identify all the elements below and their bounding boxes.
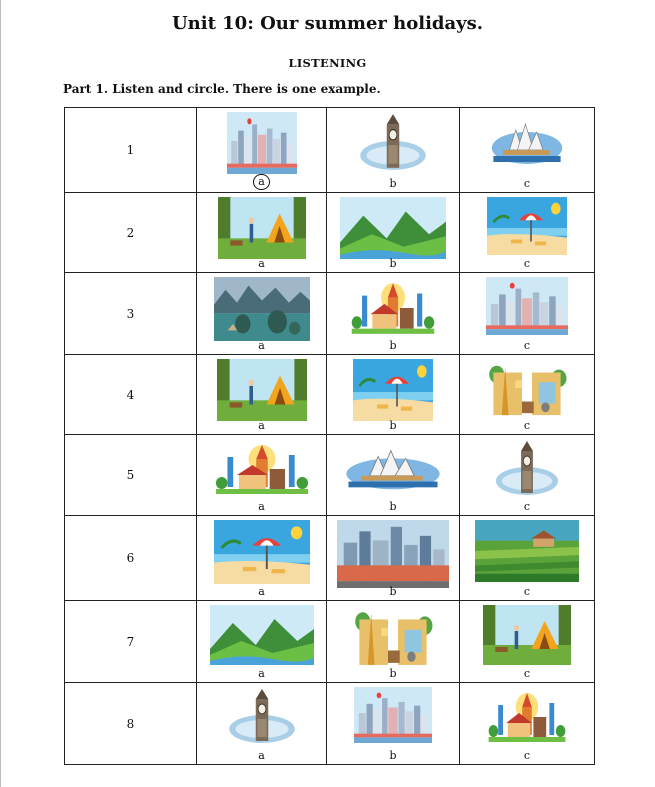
question-number: 2 [65,193,197,273]
answer-option[interactable] [327,273,460,355]
city-skyline-picture [227,112,297,174]
answer-table [64,107,595,765]
answer-option[interactable] [197,273,327,355]
answer-option[interactable] [327,108,460,193]
option-label [327,339,459,352]
option-label [327,667,459,680]
campsite-picture [217,359,307,421]
option-letter: c [523,257,531,270]
table-row [65,683,595,765]
answer-option[interactable] [197,108,327,193]
option-letter: b [389,419,397,432]
option-label [327,585,459,598]
beach-picture [214,520,310,584]
zoo-picture [485,359,569,417]
table-row [65,193,595,273]
option-letter: a [258,339,265,352]
beach-picture [353,359,433,421]
table-row [65,601,595,683]
answer-option[interactable] [197,516,327,601]
answer-option[interactable] [197,683,327,765]
table-row [65,108,595,193]
sydney-opera-house-picture [487,112,567,172]
option-label [327,257,459,270]
answer-option[interactable] [327,193,460,273]
answer-option[interactable] [460,193,595,273]
answer-option[interactable] [327,516,460,601]
option-label [327,177,459,190]
option-label [460,257,594,270]
question-number: 3 [65,273,197,355]
option-label [460,339,594,352]
big-ben-picture [490,439,564,499]
answer-option[interactable] [327,355,460,435]
question-number: 1 [65,108,197,193]
city-skyline-picture [354,687,432,743]
answer-option[interactable] [197,601,327,683]
option-letter: b [389,749,397,762]
option-letter: c [523,500,531,513]
mountains-picture [210,605,314,665]
answer-option[interactable] [197,355,327,435]
option-label [197,257,326,270]
question-number: 8 [65,683,197,765]
big-ben-picture [354,112,432,174]
question-number: 4 [65,355,197,435]
option-label [197,419,326,432]
table-row [65,435,595,516]
table-row [65,273,595,355]
answer-option[interactable] [197,193,327,273]
option-letter: c [523,177,531,190]
answer-option[interactable] [460,355,595,435]
option-letter: a [258,257,265,270]
big-ben-picture [223,687,301,747]
option-label [197,667,326,680]
zoo-picture [351,605,435,667]
page-title: Unit 10: Our summer holidays. [171,13,484,34]
answer-option[interactable] [460,601,595,683]
campsite-picture [483,605,571,665]
mountains-picture [340,197,446,259]
option-label [460,667,594,680]
answer-option[interactable] [327,435,460,516]
campsite-picture [218,197,306,259]
option-letter: c [523,585,531,598]
option-letter: b [389,339,397,352]
table-row [65,516,595,601]
city-skyline-picture [486,277,568,335]
temple-town-picture [214,439,310,499]
option-label [460,500,594,513]
option-letter: b [389,585,397,598]
temple-town-picture [350,277,436,339]
question-number: 7 [65,601,197,683]
option-letter: c [523,419,531,432]
option-letter: a [258,585,265,598]
option-letter: b [389,257,397,270]
option-label [327,419,459,432]
option-label [460,749,594,762]
part-instruction: Part 1. Listen and circle. There is one example. [63,82,381,96]
option-letter: c [523,667,531,680]
option-letter: b [389,667,397,680]
option-label [460,585,594,598]
option-letter: b [389,500,397,513]
answer-option[interactable] [460,683,595,765]
option-label [327,500,459,513]
answer-option[interactable] [327,601,460,683]
answer-option[interactable] [197,435,327,516]
option-letter: a [258,749,265,762]
city-buildings-picture [337,520,449,588]
sydney-opera-house-picture [340,439,446,497]
option-label [197,585,326,598]
option-label [460,419,594,432]
question-number: 6 [65,516,197,601]
table-row [65,355,595,435]
answer-option[interactable] [460,108,595,193]
option-label [197,500,326,513]
option-label [327,749,459,762]
option-letter: c [523,749,531,762]
option-letter: a [258,500,265,513]
answer-option[interactable] [327,683,460,765]
option-letter: a [258,419,265,432]
option-letter: b [389,177,397,190]
option-label [460,177,594,190]
beach-picture [487,197,567,255]
option-letter: a [258,667,265,680]
option-label [197,174,326,190]
countryside-farm-picture [475,520,579,582]
temple-town-picture [487,687,567,747]
bay-islands-picture [214,277,310,341]
option-label [197,339,326,352]
option-label [197,749,326,762]
section-heading: LISTENING [288,56,367,70]
answer-option[interactable] [460,516,595,601]
option-letter: c [523,339,531,352]
page-left-edge [0,0,1,787]
answer-option[interactable] [460,435,595,516]
circled-answer: a [253,174,270,190]
answer-option[interactable] [460,273,595,355]
question-number: 5 [65,435,197,516]
